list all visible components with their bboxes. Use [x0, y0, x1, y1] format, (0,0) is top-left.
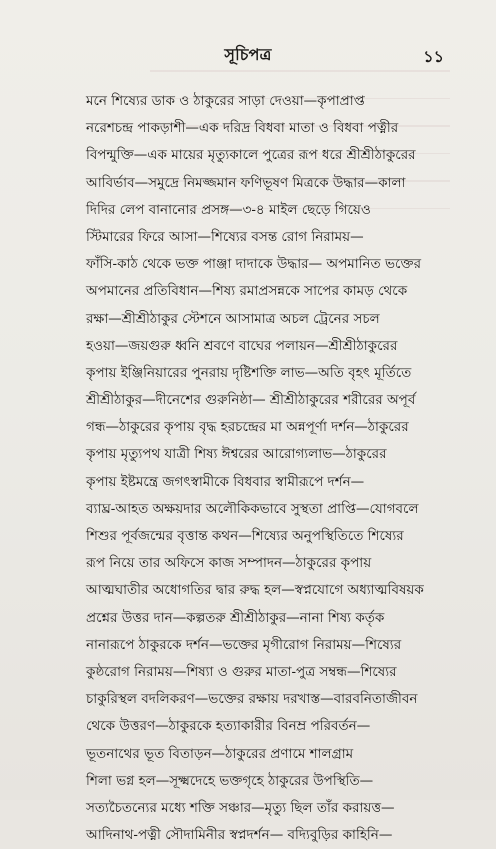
text-line: গন্ধ—ঠাকুরের কৃপায় বৃদ্ধ হরচন্দ্রের মা অন্নপূর্ণা দর্শন—ঠাকুরের	[86, 419, 409, 436]
text-line: কৃপায় ইঞ্জিনিয়ারের পুনরায় দৃষ্টিশক্তি লাভ—অতি বৃহৎ মূর্তিতে	[86, 364, 412, 381]
contents-paragraph	[86, 88, 468, 849]
text-line: থেকে উত্তরণ—ঠাকুরকে হত্যাকারীর বিনম্র পরিবর্তন—	[86, 718, 371, 735]
text-line: প্রশ্নের উত্তর দান—কল্পতরু শ্রীশ্রীঠাকুর—নানা শিষ্য কর্তৃক	[86, 609, 385, 626]
text-line: অপমানের প্রতিবিধান—শিষ্য রমাপ্রসন্নকে সাপের কামড় থেকে	[86, 283, 408, 300]
text-line: নানারূপে ঠাকুরকে দর্শন—ভক্তের মৃগীরোগ নিরাময়—শিষ্যের	[86, 636, 402, 653]
text-line: শ্রীশ্রীঠাকুর—দীনেশের গুরুনিষ্ঠা— শ্রীশ্রীঠাকুরের শরীরের অপূর্ব	[86, 392, 416, 409]
text-line: বিপন্মুক্তি—এক মায়ের মৃত্যুকালে পুত্রের রূপ ধরে শ্রীশ্রীঠাকুরের	[86, 147, 416, 164]
text-line: স্টিমারের ফিরে আসা—শিষ্যের বসন্ত রোগ নিরাময়—	[86, 228, 364, 245]
text-line: ফাঁসি-কাঠ থেকে ভক্ত পাঞ্জা দাদাকে উদ্ধার— অপমানিত ভক্তের	[86, 256, 422, 273]
text-line: নরেশচন্দ্র পাকড়াশী—এক দরিদ্র বিধবা মাতা ও বিধবা পত্নীর	[86, 120, 399, 137]
text-line: কৃপায় ইষ্টমন্ত্রে জগৎস্বামীকে বিধবার স্বামীরূপে দর্শন—	[86, 473, 365, 490]
text-line: আবির্ভাব—সমুদ্রে নিমজ্জমান ফণিভূষণ মিত্রকে উদ্ধার—কালা	[86, 174, 406, 191]
text-line: শিশুর পূর্বজন্মের বৃত্তান্ত কথন—শিষ্যের অনুপস্থিতিতে শিষ্যের	[86, 528, 404, 544]
text-line: রক্ষা—শ্রীশ্রীঠাকুর স্টেশনে আসামাত্র অচল ট্রেনের সচল	[86, 310, 380, 327]
running-title: সূচিপত্র	[224, 45, 272, 64]
text-line: হওয়া—জয়গুরু ধ্বনি শ্রবণে বাঘের পলায়ন—শ্রীশ্রীঠাকুরের	[86, 337, 398, 354]
text-line: কুষ্ঠরোগ নিরাময়—শিষ্যা ও গুরুর মাতা-পুত্র সম্বন্ধ—শিষ্যের	[86, 663, 397, 680]
text-line: আদিনাথ-পত্নী সৌদামিনীর স্বপ্নদর্শন— বদ্যিবুড়ির কাহিনি—	[86, 827, 393, 844]
text-line: কৃপায় মৃত্যুপথ যাত্রী শিষ্য ঈশ্বরের আরোগ্যলাভ—ঠাকুরের	[86, 446, 387, 463]
text-line: শিলা ভগ্ন হল—সূক্ষ্মদেহে ভক্তগৃহে ঠাকুরের উপস্থিতি—	[86, 772, 374, 789]
text-line: সত্যচৈতন্যের মধ্যে শক্তি সঞ্চার—মৃত্যু ছিল তাঁর করায়ত্ত—	[86, 799, 395, 816]
text-line: মনে শিষ্যের ডাক ও ঠাকুরের সাড়া দেওয়া—কৃপাপ্রাপ্ত	[86, 93, 365, 109]
page-header	[0, 42, 496, 72]
text-line: দিদির লেপ বানানোর প্রসঙ্গ—৩-৪ মাইল ছেড়ে গিয়েও	[86, 201, 371, 218]
text-line: ভূতনাথের ভূত বিতাড়ন—ঠাকুরের প্রণামে শালগ্রাম	[86, 745, 354, 762]
text-line: রূপ নিয়ে তার অফিসে কাজ সম্পাদন—ঠাকুরের কৃপায়	[86, 555, 372, 572]
text-line: আত্মঘাতীর অধোগতির দ্বার রুদ্ধ হল—স্বপ্নযোগে অধ্যাত্মবিষয়ক	[86, 582, 424, 599]
page-number: ১১	[423, 47, 444, 66]
text-line: চাকুরিস্থল বদলিকরণ—ভক্তের রক্ষায় দরখাস্ত—বারবনিতাজীবন	[86, 691, 418, 708]
text-line: ব্যাঘ্র-আহত অক্ষয়দার অলৌকিকভাবে সুস্থতা প্রাপ্তি—যোগবলে	[86, 500, 419, 517]
